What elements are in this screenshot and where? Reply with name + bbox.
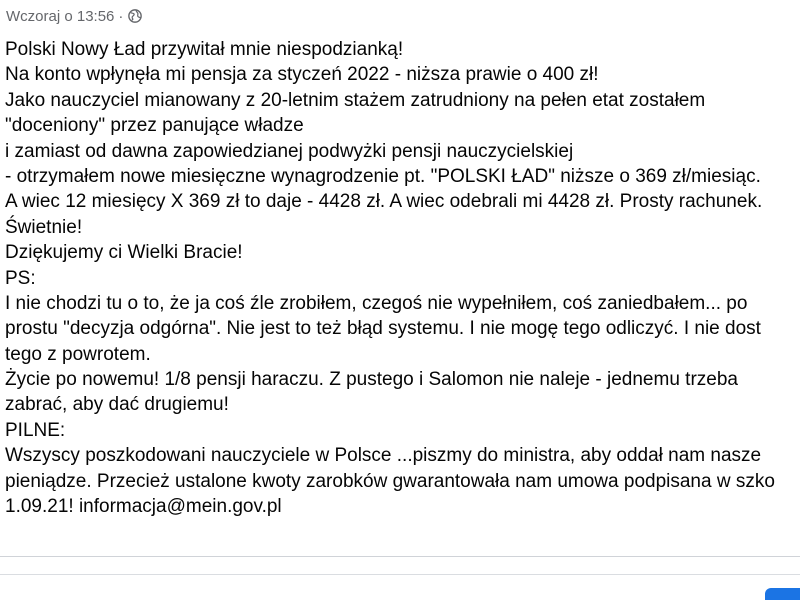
- post-line: Dziękujemy ci Wielki Bracie!: [5, 242, 243, 264]
- meta-separator: ·: [118, 7, 124, 25]
- post-line: Na konto wpłynęła mi pensja za styczeń 2022 - niższa prawie o 400 zł!: [5, 64, 599, 86]
- post-line: - otrzymałem nowe miesięczne wynagrodzenie pt. "POLSKI ŁAD" niższe o 369 zł/miesiąc.: [5, 165, 761, 187]
- post-line: PS:: [5, 267, 36, 289]
- post-line: I nie chodzi tu o to, że ja coś źle zrobiłem, czegoś nie wypełniłem, coś zaniedbałem... po: [5, 292, 748, 314]
- post-divider: [0, 556, 800, 557]
- post-line: PILNE:: [5, 419, 66, 441]
- post-line: Świetnie!: [5, 216, 83, 238]
- post-line: Polski Nowy Ład przywitał mnie niespodzianką!: [5, 39, 404, 60]
- post-line: "doceniony" przez panujące władze: [5, 115, 304, 137]
- globe-icon[interactable]: [128, 9, 142, 23]
- post-line: Życie po nowemu! 1/8 pensji haraczu. Z pustego i Salomon nie naleje - jednemu trzeba: [5, 369, 738, 391]
- post-meta: [6, 6, 142, 26]
- post-body: [5, 37, 800, 519]
- action-button[interactable]: [765, 588, 800, 600]
- post-line: tego z powrotem.: [5, 343, 151, 365]
- post-line: prostu "decyzja odgórna". Nie jest to też błąd systemu. I nie mogę tego odliczyć. I nie dost: [5, 318, 761, 340]
- post-line: Wszyscy poszkodowani nauczyciele w Polsce ...piszmy do ministra, aby oddał nam nasze: [5, 445, 762, 467]
- post-line: 1.09.21! informacja@mein.gov.pl: [5, 496, 282, 518]
- post-line: i zamiast od dawna zapowiedzianej podwyżki pensji nauczycielskiej: [5, 140, 574, 162]
- post-line: Jako nauczyciel mianowany z 20-letnim stażem zatrudniony na pełen etat zostałem: [5, 89, 706, 111]
- post-line: pieniądze. Przecież ustalone kwoty zarobków gwarantowała nam umowa podpisana w szko: [5, 470, 775, 492]
- post-line: zabrać, aby dać drugiemu!: [5, 394, 229, 416]
- post-timestamp[interactable]: Wczoraj o 13:56: [6, 7, 115, 25]
- post-line: A wiec 12 miesięcy X 369 zł to daje - 4428 zł. A wiec odebrali mi 4428 zł. Prosty rachunek.: [5, 191, 763, 213]
- action-bar-divider: [0, 574, 800, 575]
